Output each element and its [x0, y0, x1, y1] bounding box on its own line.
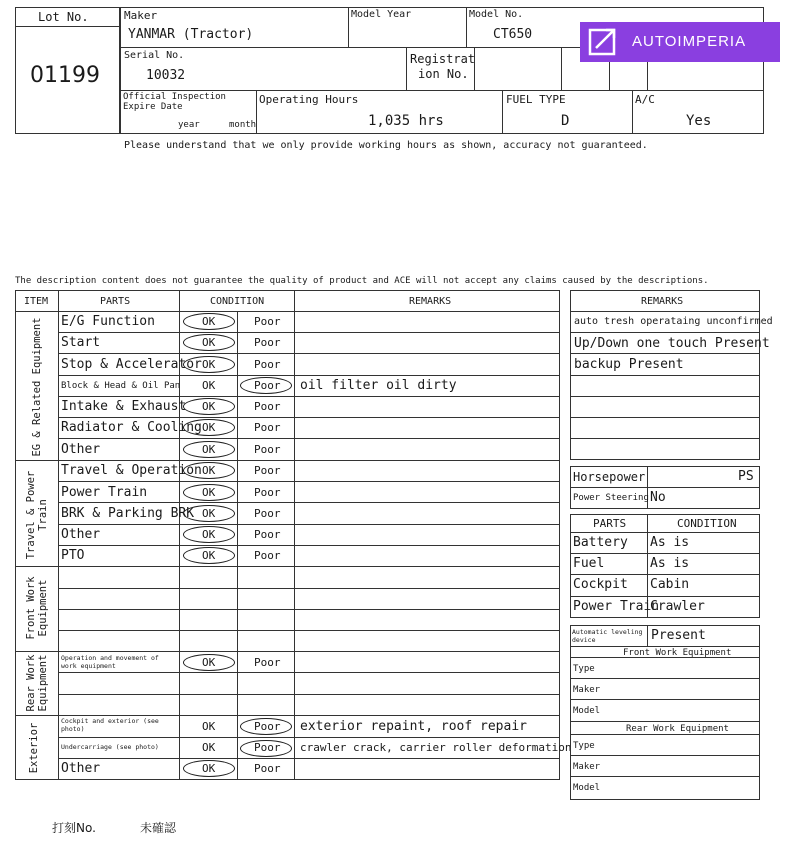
remark: exterior repaint, roof repair [300, 719, 527, 734]
remark: oil filter oil dirty [300, 378, 457, 393]
group-line-eg [15, 460, 560, 461]
maker-value: YANMAR (Tractor) [128, 27, 254, 42]
row-line [58, 481, 560, 482]
model-year-label: Model Year [351, 9, 412, 20]
front-work-maker: Maker [573, 685, 601, 695]
rear-work-type: Type [573, 741, 595, 751]
pc-condition-header: CONDITION [677, 517, 737, 530]
eq-line [570, 699, 760, 700]
horsepower-label: Horsepower [573, 470, 646, 484]
auto-leveling-label-1: Automatic leveling [572, 628, 643, 636]
pc-part: Battery [573, 535, 628, 550]
ok-option: OK [202, 741, 216, 754]
part-name: PTO [61, 548, 85, 563]
lot-label: Lot No. [38, 10, 89, 24]
row-line [58, 545, 560, 546]
power-steering-value: No [650, 490, 666, 505]
rear-work-maker: Maker [573, 762, 601, 772]
info-col-line-1 [348, 7, 349, 47]
hours-label: Operating Hours [259, 93, 359, 106]
ok-option: OK [202, 464, 216, 477]
part-name: Stop & Accelerator [61, 357, 202, 372]
row-line [58, 737, 560, 738]
part-name: Other [61, 442, 101, 457]
inspection-label-1: Official Inspection [123, 92, 226, 102]
fuel-label: FUEL TYPE [506, 93, 566, 106]
row-line [58, 396, 560, 397]
info-col-line-9 [502, 90, 503, 134]
poor-option: Poor [254, 421, 281, 434]
poor-option: Poor [254, 400, 281, 413]
group-front-label-2: Equipment [37, 579, 49, 637]
row-line [58, 417, 560, 418]
row-line [58, 630, 560, 631]
model-no-label: Model No. [469, 9, 524, 20]
poor-option: Poor [254, 528, 281, 541]
ok-option: OK [202, 421, 216, 434]
power-steering-label: Power Steering [573, 493, 649, 503]
header-item: ITEM [24, 296, 49, 307]
part-name: Operation and movement of work equipment [61, 654, 159, 670]
pc-line [570, 596, 760, 597]
ok-option: OK [202, 720, 216, 733]
poor-option: Poor [254, 762, 281, 775]
pc-part: Power Train [573, 599, 660, 614]
rear-work-model: Model [573, 783, 601, 793]
part-name: Cockpit and exterior (see photo) [61, 717, 159, 733]
row-line [58, 438, 560, 439]
registration-label-2: ion No. [418, 67, 469, 81]
header-parts: PARTS [100, 296, 131, 307]
inspection-label-2: Expire Date [123, 102, 183, 112]
part-name: Start [61, 335, 101, 350]
logo-text: AUTOIMPERIA [632, 33, 747, 50]
eq-line [570, 755, 760, 756]
part-name: Radiator & Cooling [61, 420, 202, 435]
poor-option: Poor [254, 741, 281, 754]
pc-condition: As is [650, 556, 690, 571]
registration-label-1: Registrat [410, 52, 476, 66]
row-line [58, 353, 560, 354]
poor-option: Poor [254, 315, 281, 328]
right-remarks-line [570, 311, 760, 312]
ok-option: OK [202, 315, 216, 328]
eq-line [570, 678, 760, 679]
ok-option: OK [202, 507, 216, 520]
row-line [58, 524, 560, 525]
stamp-value: 未確認 [140, 821, 177, 835]
ac-value: Yes [686, 113, 712, 129]
auto-level-col-line [647, 625, 648, 646]
right-remark-line: backup Present [574, 357, 684, 372]
right-remarks-title: REMARKS [641, 296, 684, 307]
part-name: Undercarriage (see photo) [61, 743, 159, 751]
pc-condition: Crawler [650, 599, 705, 614]
right-remarks-line [570, 353, 760, 354]
model-no-value: CT650 [493, 27, 533, 42]
poor-option: Poor [254, 336, 281, 349]
pc-condition: Cabin [650, 577, 690, 592]
pc-condition: As is [650, 535, 690, 550]
poor-option: Poor [254, 720, 281, 733]
pc-part: Fuel [573, 556, 605, 571]
row-line [58, 609, 560, 610]
header-condition: CONDITION [210, 296, 265, 307]
ok-option: OK [202, 762, 216, 775]
ok-option: OK [202, 358, 216, 371]
eq-line [570, 646, 760, 647]
pc-part: Cockpit [573, 577, 628, 592]
eq-line [570, 734, 760, 735]
right-remark-line: auto tresh operataing unconfirmed [574, 316, 773, 327]
col-condition-line [294, 290, 295, 780]
pc-line [570, 532, 760, 533]
ok-option: OK [202, 379, 216, 392]
ok-option: OK [202, 486, 216, 499]
right-remarks-line [570, 375, 760, 376]
specs-line [570, 487, 760, 488]
rear-work-title: Rear Work Equipment [626, 724, 729, 734]
group-rear-label-2: Equipment [37, 654, 49, 712]
hours-note: Please understand that we only provide working hours as shown, accuracy not guaranteed. [124, 140, 648, 151]
part-name: Other [61, 527, 101, 542]
group-eg-label: EG & Related Equipment [31, 317, 43, 457]
ok-option: OK [202, 443, 216, 456]
ok-option: OK [202, 336, 216, 349]
row-line [58, 672, 560, 673]
right-remarks-line [570, 332, 760, 333]
group-line-rear [15, 715, 560, 716]
ok-option: OK [202, 656, 216, 669]
poor-option: Poor [254, 443, 281, 456]
group-exterior-label: Exterior [28, 722, 40, 774]
ok-option: OK [202, 549, 216, 562]
logo-mark-icon [588, 28, 620, 56]
poor-option: Poor [254, 379, 281, 392]
pc-line [570, 574, 760, 575]
right-remark-line: Up/Down one touch Present [574, 336, 770, 351]
part-name: Other [61, 761, 101, 776]
poor-option: Poor [254, 358, 281, 371]
auto-leveling-label-2: device [572, 636, 596, 644]
poor-option: Poor [254, 549, 281, 562]
maker-label: Maker [124, 9, 158, 22]
right-remarks-line [570, 396, 760, 397]
header-remarks: REMARKS [409, 296, 452, 307]
remark: crawler crack, carrier roller deformation [300, 741, 572, 754]
ok-option: OK [202, 400, 216, 413]
row-line [58, 332, 560, 333]
pc-parts-header: PARTS [593, 517, 627, 530]
serial-label: Serial No. [124, 50, 185, 61]
serial-value: 10032 [146, 68, 186, 83]
ac-label: A/C [635, 93, 655, 106]
info-col-line-5 [561, 47, 562, 90]
info-col-line-3 [406, 47, 407, 90]
part-name: E/G Function [61, 314, 155, 329]
row-line [58, 588, 560, 589]
info-col-line-10 [632, 90, 633, 134]
ok-option: OK [202, 528, 216, 541]
stamp-label: 打刻No. [52, 821, 96, 835]
front-work-model: Model [573, 706, 601, 716]
info-row-line-2 [120, 90, 764, 91]
right-remarks-line [570, 417, 760, 418]
lot-number: 01199 [30, 63, 100, 88]
hours-value: 1,035 hrs [368, 113, 444, 129]
group-line-front [15, 651, 560, 652]
info-col-line-8 [256, 90, 257, 134]
inspection-month: month [229, 120, 257, 130]
autoimperia-logo [580, 22, 780, 62]
group-front-label-1: Front Work [25, 576, 37, 640]
front-work-title: Front Work Equipment [623, 648, 732, 658]
poor-option: Poor [254, 656, 281, 669]
inspection-year: year [178, 120, 200, 130]
group-line-travel [15, 566, 560, 567]
fuel-value: D [561, 113, 570, 129]
lot-divider [15, 26, 120, 27]
row-line [58, 758, 560, 759]
group-travel-label-1: Travel & Power [25, 470, 37, 560]
col-item-line [58, 290, 59, 780]
poor-option: Poor [254, 507, 281, 520]
part-name: Block & Head & Oil Pan [61, 381, 181, 391]
auto-leveling-value: Present [651, 628, 706, 643]
pc-line [570, 553, 760, 554]
row-line [58, 502, 560, 503]
right-remarks-line [570, 438, 760, 439]
poor-option: Poor [254, 486, 281, 499]
disclaimer: The description content does not guarantee the quality of product and ACE will not accept any claims caused by the descriptions. [15, 276, 709, 286]
front-work-type: Type [573, 664, 595, 674]
eq-line [570, 721, 760, 722]
info-col-line-2 [466, 7, 467, 47]
poor-option: Poor [254, 464, 281, 477]
part-name: BRK & Parking BRK [61, 506, 195, 521]
group-travel-label-2: Train [37, 499, 49, 531]
eq-line [570, 776, 760, 777]
part-name: Intake & Exhaust [61, 399, 187, 414]
row-line [58, 694, 560, 695]
horsepower-unit: PS [738, 469, 754, 484]
part-name: Travel & Operation [61, 463, 202, 478]
part-name: Power Train [61, 485, 148, 500]
row-line [58, 375, 560, 376]
group-rear-label-1: Rear Work [25, 654, 37, 712]
main-header-line [15, 311, 560, 312]
